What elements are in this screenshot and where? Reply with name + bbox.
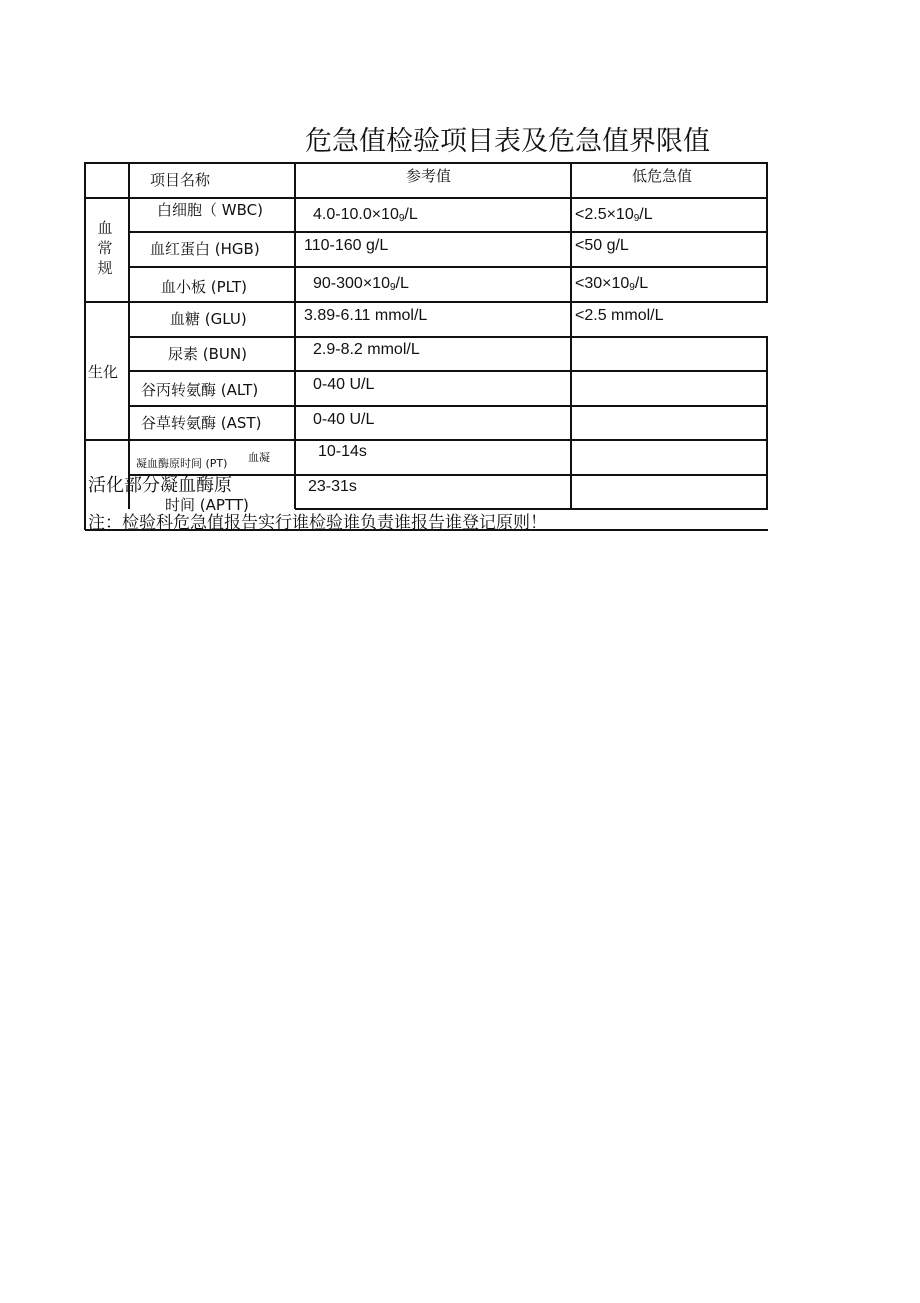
row-divider — [129, 336, 768, 338]
ref-value-alt: 0-40 U/L — [313, 376, 375, 393]
group-label-biochem: 生化 — [88, 363, 119, 381]
item-name-ast: 谷草转氨酶 (AST) — [141, 414, 262, 432]
table-border-right — [766, 162, 768, 302]
low-value-hgb: <50 g/L — [575, 237, 629, 254]
table-border-top — [85, 162, 768, 164]
table-border-right — [766, 336, 768, 509]
item-name-pt: 凝血酶原时间 (PT) — [136, 457, 228, 470]
column-divider — [128, 162, 130, 509]
group-label-coag: 血凝 — [248, 451, 270, 464]
ref-value-glu: 3.89-6.11 mmol/L — [304, 307, 428, 324]
item-name-aptt: 活化部分凝血酶原 — [88, 475, 232, 496]
low-value-glu: <2.5 mmol/L — [575, 307, 664, 324]
column-divider — [570, 162, 572, 509]
row-divider — [129, 231, 768, 233]
table-border-left — [84, 162, 86, 530]
low-value-plt: <30×109/L — [575, 275, 649, 293]
row-divider — [129, 370, 768, 372]
item-name-plt: 血小板 (PLT) — [161, 278, 247, 296]
footnote: 注：检验科危急值报告实行谁检验谁负责谁报告谁登记原则！ — [88, 513, 547, 533]
row-divider — [85, 197, 768, 199]
ref-value-wbc: 4.0-10.0×109/L — [313, 206, 418, 224]
ref-value-ast: 0-40 U/L — [313, 411, 375, 428]
row-divider — [85, 439, 768, 441]
ref-value-aptt: 23-31s — [308, 478, 357, 495]
page-title: 危急值检验项目表及危急值界限值 — [305, 126, 710, 157]
column-divider — [294, 162, 296, 509]
ref-value-bun: 2.9-8.2 mmol/L — [313, 341, 420, 358]
row-divider — [295, 508, 768, 510]
item-name-bun: 尿素 (BUN) — [168, 345, 247, 363]
item-name-alt: 谷丙转氨酶 (ALT) — [141, 381, 259, 399]
item-name-hgb: 血红蛋白 (HGB) — [150, 240, 260, 258]
ref-value-hgb: 110-160 g/L — [304, 237, 389, 254]
low-value-wbc: <2.5×109/L — [575, 206, 653, 224]
ref-value-plt: 90-300×109/L — [313, 275, 409, 293]
item-name-glu: 血糖 (GLU) — [170, 310, 247, 328]
item-name-wbc: 白细胞（ WBC) — [157, 201, 263, 219]
row-divider — [129, 266, 768, 268]
header-reference: 参考值 — [406, 167, 452, 185]
item-name-aptt-cont: 时间 (APTT) — [165, 496, 249, 514]
header-low-critical: 低危急值 — [632, 167, 693, 185]
row-divider — [85, 301, 768, 303]
group-label-blood-routine: 血 常 规 — [97, 219, 113, 277]
header-item-name: 项目名称 — [150, 171, 211, 189]
ref-value-pt: 10-14s — [318, 443, 367, 460]
row-divider — [129, 405, 768, 407]
